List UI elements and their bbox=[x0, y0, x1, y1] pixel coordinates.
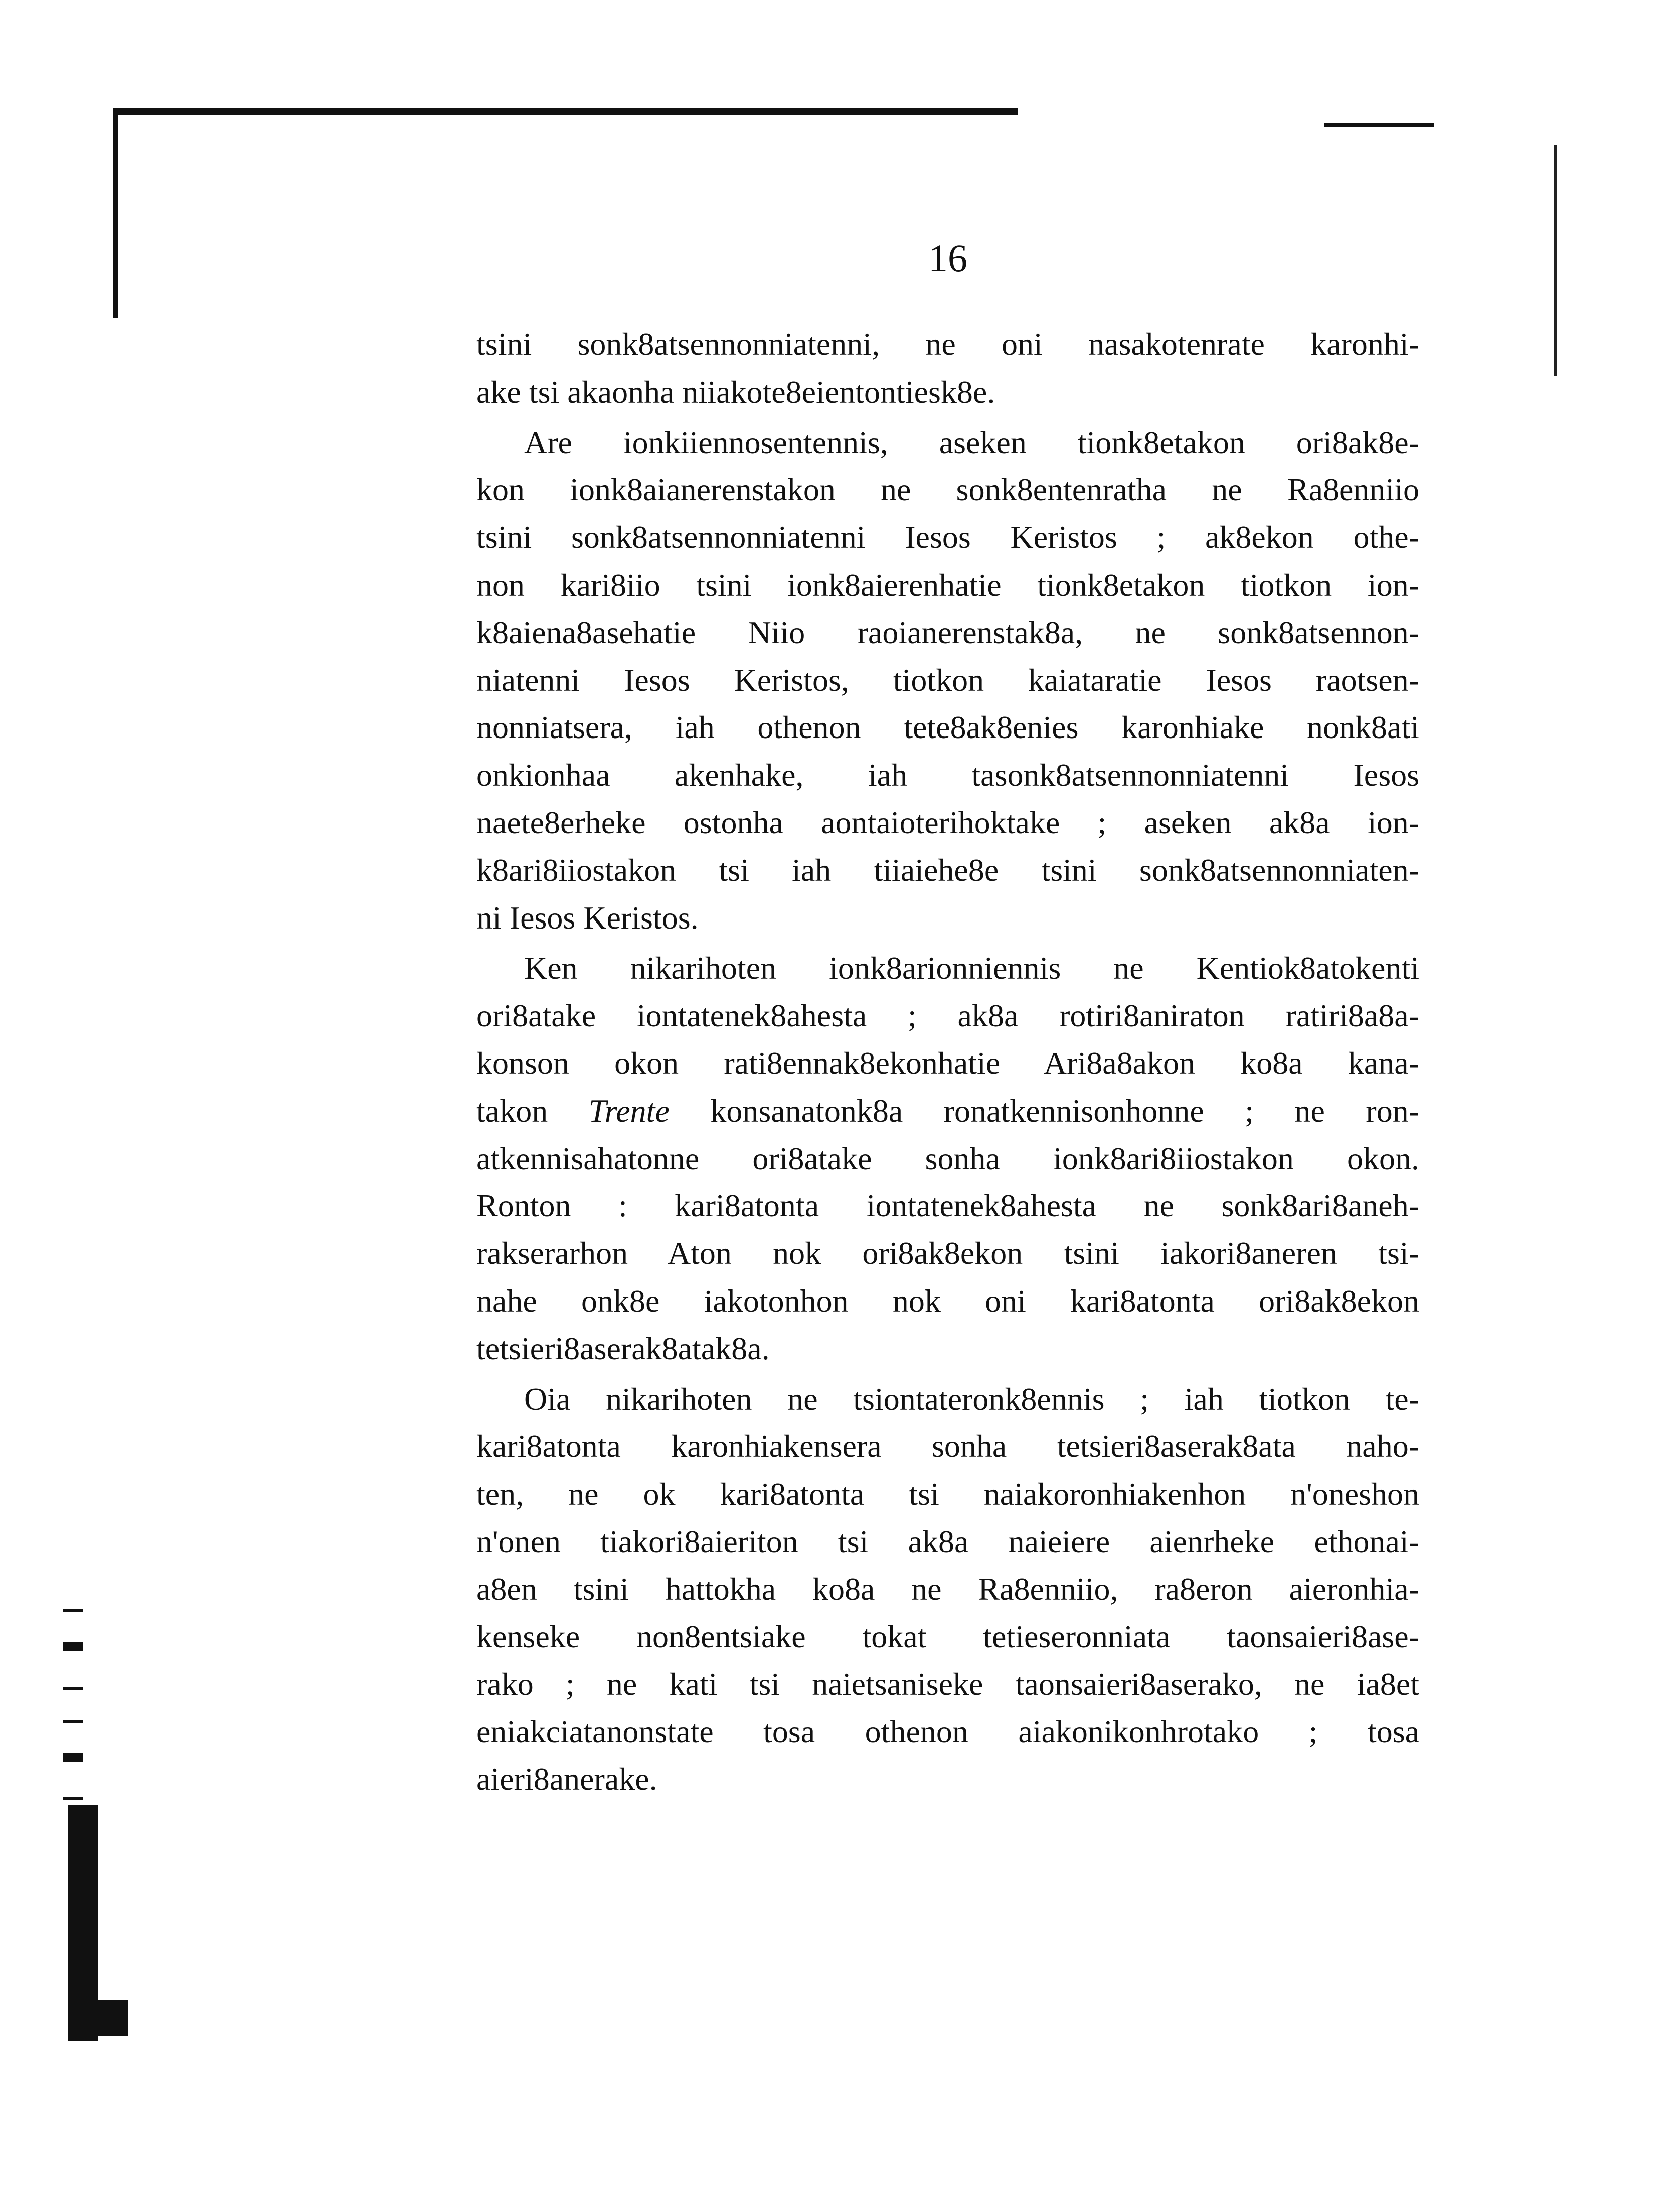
paragraph bbox=[476, 419, 1419, 942]
scan-border-top bbox=[115, 108, 1018, 115]
text-line: a8en tsini hattokha ko8a ne Ra8enniio, ra8eron aieronhia- bbox=[476, 1571, 1419, 1607]
page-number: 16 bbox=[928, 236, 967, 280]
paragraph bbox=[476, 321, 1419, 416]
italic-word: Trente bbox=[588, 1092, 670, 1129]
paragraph bbox=[476, 1376, 1419, 1803]
text-line: rako ; ne kati tsi naietsaniseke taonsaieri8aserako, ne ia8et bbox=[476, 1666, 1419, 1702]
text-line: ake tsi akaonha niiakote8eientontiesk8e. bbox=[476, 374, 995, 410]
text-line: onkionhaa akenhake, iah tasonk8atsennonniatenni Iesos bbox=[476, 757, 1419, 793]
text-line: ni Iesos Keristos. bbox=[476, 899, 699, 936]
text-line: naete8erheke ostonha aontaioterihoktake ; aseken ak8a ion- bbox=[476, 804, 1419, 840]
text-line: kon ionk8aianerenstakon ne sonk8entenratha ne Ra8enniio bbox=[476, 472, 1419, 508]
text-line: rakserarhon Aton nok ori8ak8ekon tsini iakori8aneren tsi- bbox=[476, 1235, 1419, 1271]
text-line: k8ari8iiostakon tsi iah tiiaiehe8e tsini sonk8atsennonniaten- bbox=[476, 852, 1419, 888]
text-line: kenseke non8entsiake tokat tetieseronniata taonsaieri8ase- bbox=[476, 1618, 1419, 1654]
text-run: konsanatonk8a ronatkennisonhonne ; ne ron- bbox=[669, 1092, 1419, 1129]
text-line: konson okon rati8ennak8ekonhatie Ari8a8akon ko8a kana- bbox=[476, 1045, 1419, 1081]
text-line: niatenni Iesos Keristos, tiotkon kaiataratie Iesos raotsen- bbox=[476, 662, 1419, 698]
text-line: kari8atonta karonhiakensera sonha tetsieri8aserak8ata naho- bbox=[476, 1428, 1419, 1464]
text-line: non kari8iio tsini ionk8aierenhatie tionk8etakon tiotkon ion- bbox=[476, 567, 1419, 603]
text-line: atkennisahatonne ori8atake sonha ionk8ari8iiostakon okon. bbox=[476, 1140, 1419, 1176]
text-line: ori8atake iontatenek8ahesta ; ak8a rotiri8aniraton ratiri8a8a- bbox=[476, 998, 1419, 1034]
text-line: Are ionkiiennosentennis, aseken tionk8etakon ori8ak8e- bbox=[524, 424, 1419, 460]
text-line: tsini sonk8atsennonniatenni, ne oni nasakotenrate karonhi- bbox=[476, 326, 1419, 362]
scan-margin-marks bbox=[63, 1609, 83, 1830]
text-line: Oia nikarihoten ne tsiontateronk8ennis ; iah tiotkon te- bbox=[524, 1381, 1419, 1417]
body-text bbox=[476, 321, 1419, 1803]
paragraph bbox=[476, 945, 1419, 1372]
text-line: ten, ne ok kari8atonta tsi naiakoronhiakenhon n'oneshon bbox=[476, 1476, 1419, 1512]
text-line: aieri8anerake. bbox=[476, 1761, 657, 1797]
text-line: nahe onk8e iakotonhon nok oni kari8atonta ori8ak8ekon bbox=[476, 1282, 1419, 1319]
text-line: eniakciatanonstate tosa othenon aiakonikonhrotako ; tosa bbox=[476, 1714, 1419, 1750]
scan-binding-base bbox=[68, 2000, 128, 2036]
text-line: Ronton : kari8atonta iontatenek8ahesta ne sonk8ari8aneh- bbox=[476, 1188, 1419, 1224]
text-line: k8aiena8asehatie Niio raoianerenstak8a, ne sonk8atsennon- bbox=[476, 614, 1419, 650]
text-run: takon bbox=[476, 1092, 589, 1129]
text-line bbox=[476, 1087, 1419, 1135]
text-line: tetsieri8aserak8atak8a. bbox=[476, 1330, 770, 1366]
text-line: nonniatsera, iah othenon tete8ak8enies karonhiake nonk8ati bbox=[476, 709, 1419, 746]
text-line: tsini sonk8atsennonniatenni Iesos Keristos ; ak8ekon othe- bbox=[476, 519, 1419, 556]
scan-border-left bbox=[113, 108, 118, 318]
scan-border-top-right bbox=[1324, 123, 1434, 127]
text-line: Ken nikarihoten ionk8arionniennis ne Kentiok8atokenti bbox=[524, 950, 1419, 986]
scan-border-right bbox=[1554, 145, 1557, 376]
text-line: n'onen tiakori8aieriton tsi ak8a naieiere aienrheke ethonai- bbox=[476, 1523, 1419, 1559]
